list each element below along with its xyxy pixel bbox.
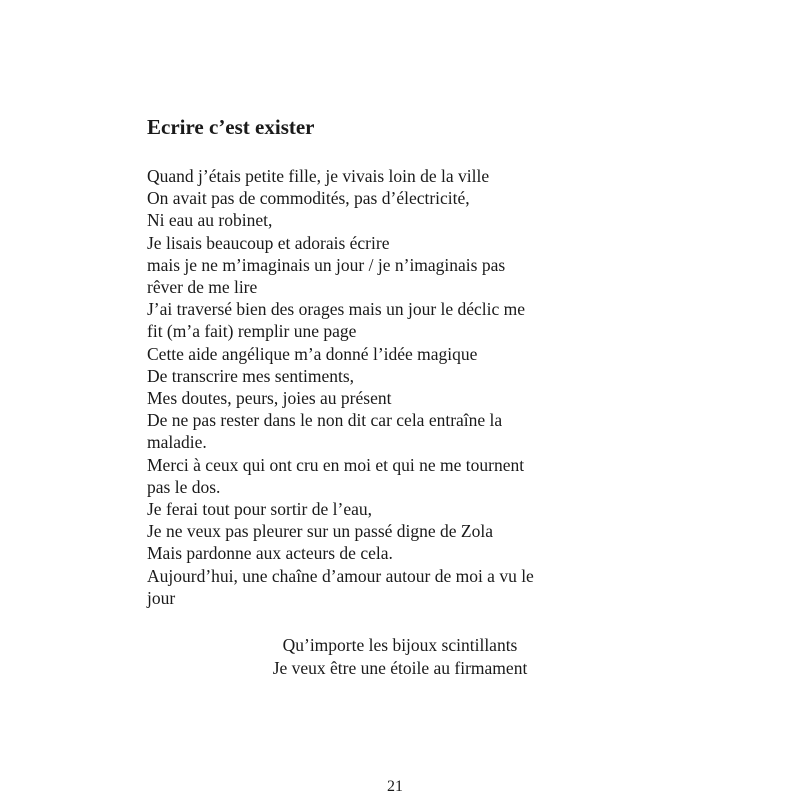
poem-line: fit (m’a fait) remplir une page xyxy=(147,321,357,342)
poem-line: rêver de me lire xyxy=(147,277,258,298)
poem-line: Ni eau au robinet, xyxy=(147,210,273,231)
poem-line: Merci à ceux qui ont cru en moi et qui ne me tournent xyxy=(147,454,525,475)
poem-line: Mes doutes, peurs, joies au présent xyxy=(147,388,392,409)
poem-line: Je ferai tout pour sortir de l’eau, xyxy=(147,499,372,520)
closing-stanza xyxy=(0,634,800,680)
closing-line: Je veux être une étoile au firmament xyxy=(272,658,528,678)
poem-line: mais je ne m’imaginais un jour / je n’imaginais pas xyxy=(147,254,506,275)
poem-line: De transcrire mes sentiments, xyxy=(147,365,355,386)
poem-title: Ecrire c’est exister xyxy=(147,115,315,139)
poem-line: Cette aide angélique m’a donné l’idée magique xyxy=(147,343,478,364)
poem-line: On avait pas de commodités, pas d’électricité, xyxy=(147,188,470,209)
poem-line: Mais pardonne aux acteurs de cela. xyxy=(147,543,393,564)
poem-line: De ne pas rester dans le non dit car cela entraîne la xyxy=(147,410,503,431)
page-number: 21 xyxy=(387,778,403,795)
poem-line: pas le dos. xyxy=(147,476,221,497)
poem-line: Quand j’étais petite fille, je vivais loin de la ville xyxy=(147,166,490,186)
poem-line: J’ai traversé bien des orages mais un jour le déclic me xyxy=(147,299,526,320)
poem-line: maladie. xyxy=(147,432,207,453)
poem-line: Je ne veux pas pleurer sur un passé digne de Zola xyxy=(147,521,494,542)
poem-line: jour xyxy=(147,587,176,608)
closing-line: Qu’importe les bijoux scintillants xyxy=(282,635,518,655)
poem-line: Je lisais beaucoup et adorais écrire xyxy=(147,232,390,253)
poem-body xyxy=(147,165,647,609)
poem-line: Aujourd’hui, une chaîne d’amour autour de moi a vu le xyxy=(147,565,534,586)
